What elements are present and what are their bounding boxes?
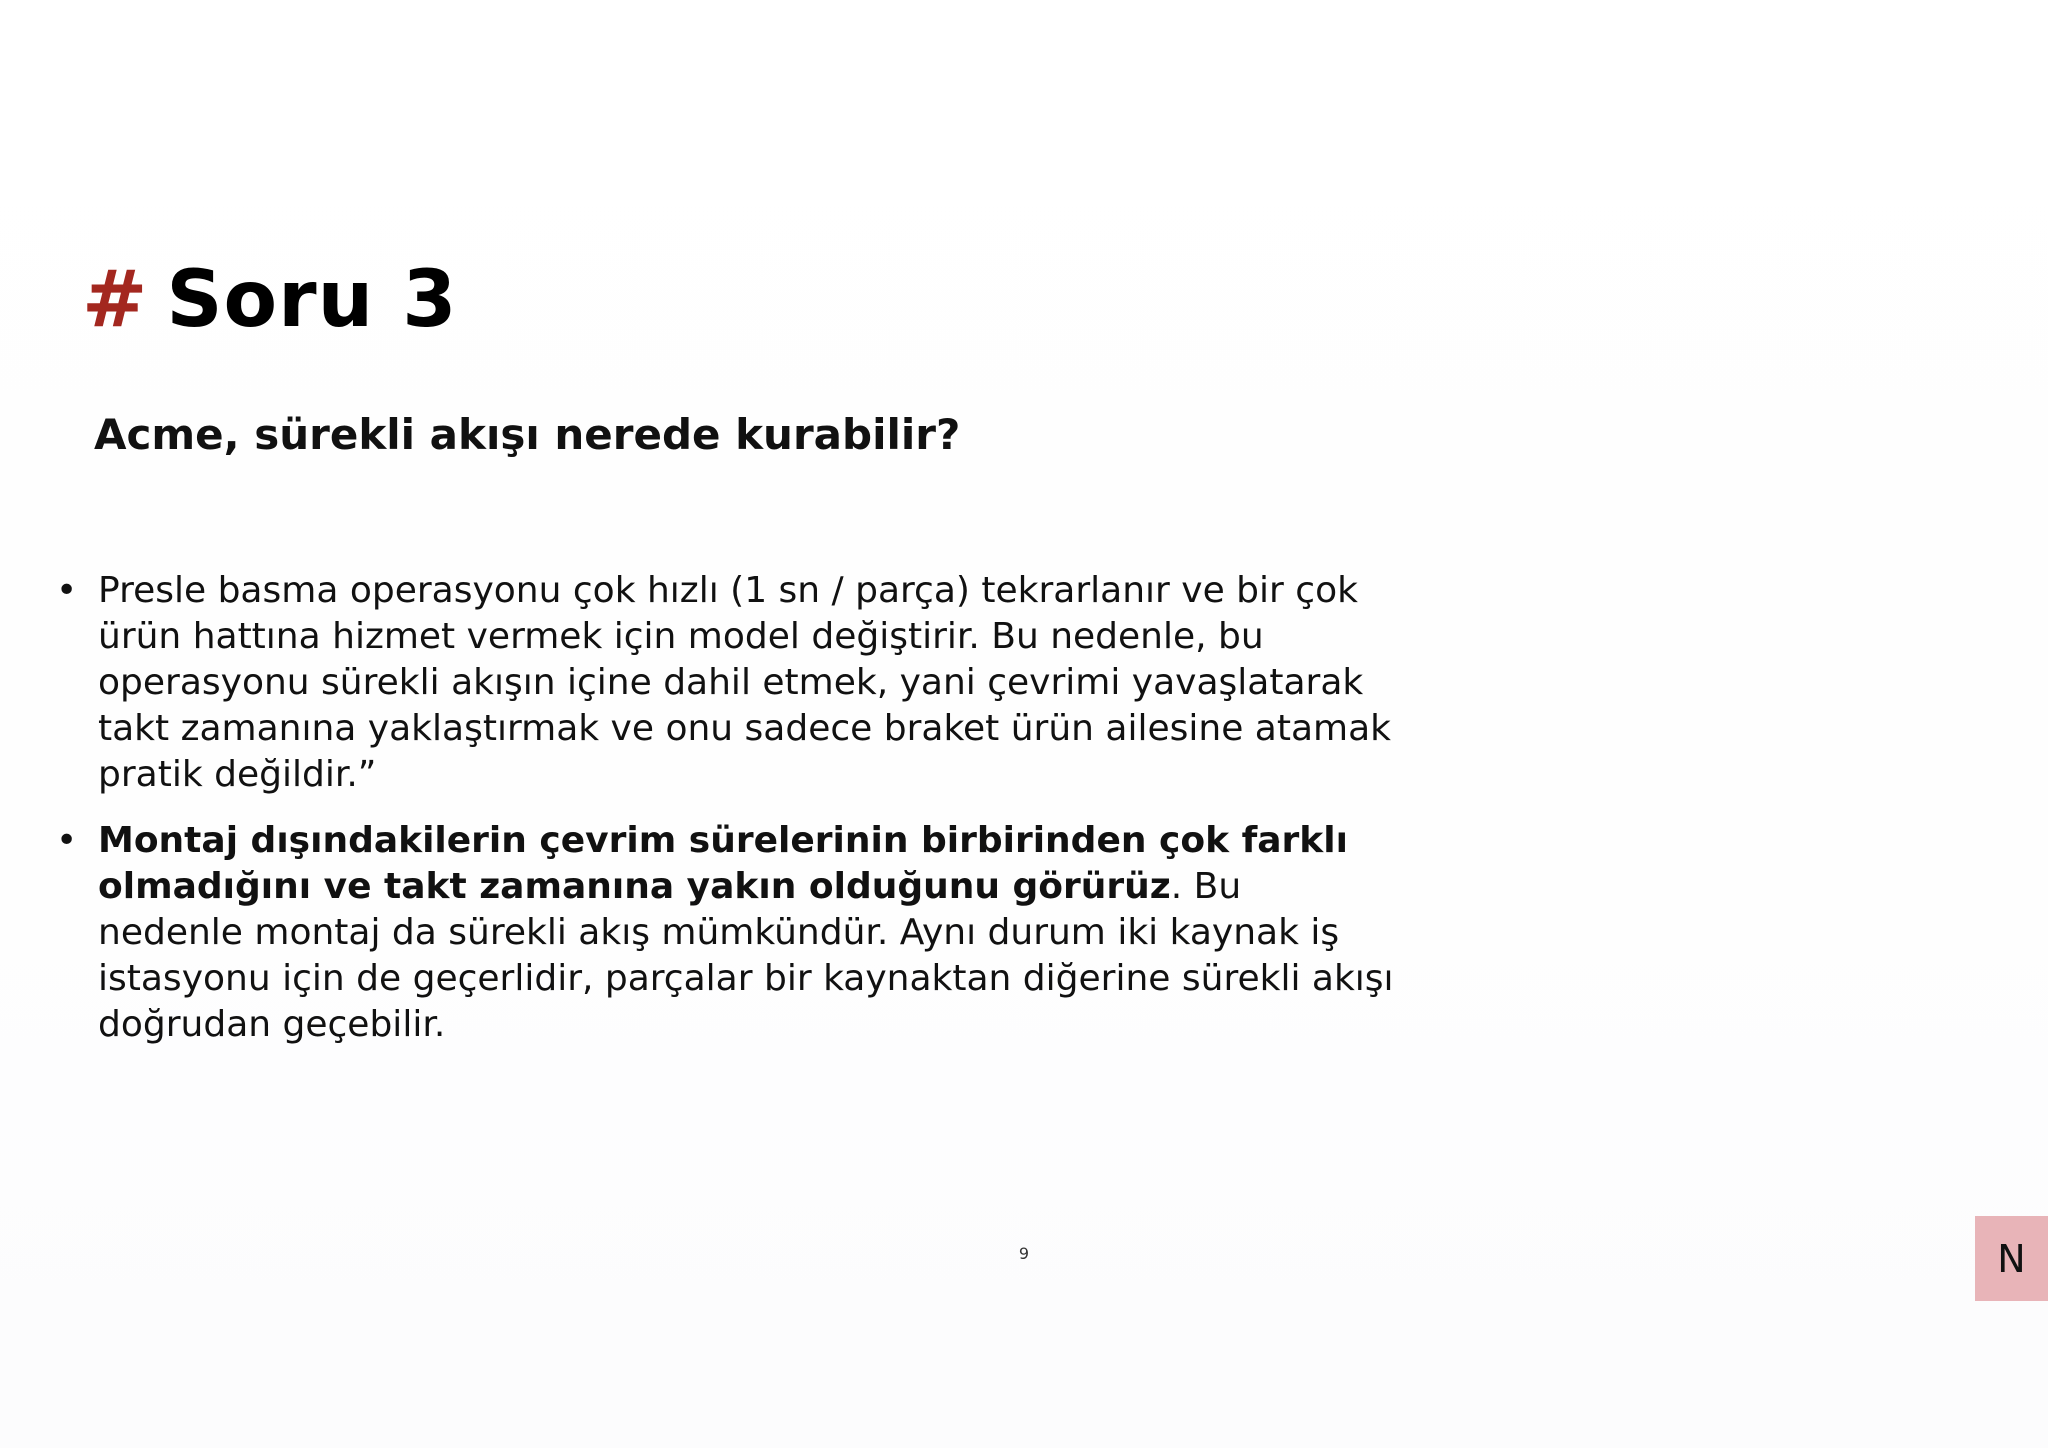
bullet-dot-icon: • bbox=[56, 570, 78, 611]
title-text: Soru 3 bbox=[166, 255, 458, 345]
slide-subtitle: Acme, sürekli akışı nerede kurabilir? bbox=[94, 410, 961, 459]
bullet-dot-icon: • bbox=[56, 820, 78, 861]
side-tab-button[interactable]: N bbox=[1975, 1216, 2048, 1301]
slide-title bbox=[82, 255, 458, 345]
bullet-text: Presle basma operasyonu çok hızlı (1 sn / parça) tekrarlanır ve bir çok ürün hattına hizmet vermek için model değiştirir. Bu nedenle, bu operasyonu sürekli akışın içine dahil etmek, yani çevrimi yavaşlatarak takt zamanına yaklaştırmak ve onu sadece braket ürün ailesine atamak pratik değildir.” bbox=[98, 570, 1392, 795]
bullet-list bbox=[56, 568, 1396, 1068]
bullet-item-2 bbox=[56, 818, 1396, 1048]
title-hash-mark: # bbox=[82, 255, 149, 345]
bullet-item-1 bbox=[56, 568, 1396, 798]
bullet-text: . Bu nedenle montaj da sürekli akış mümkündür. Aynı durum iki kaynak iş istasyonu için de geçerlidir, parçalar bir kaynaktan diğerine sürekli akışı doğrudan geçebilir. bbox=[98, 866, 1394, 1045]
bullet-bold-text: Montaj dışındakilerin çevrim sürelerinin birbirinden çok farklı olmadığını ve takt zamanına yakın olduğunu görürüz bbox=[98, 820, 1348, 907]
page-number: 9 bbox=[1018, 1244, 1030, 1263]
